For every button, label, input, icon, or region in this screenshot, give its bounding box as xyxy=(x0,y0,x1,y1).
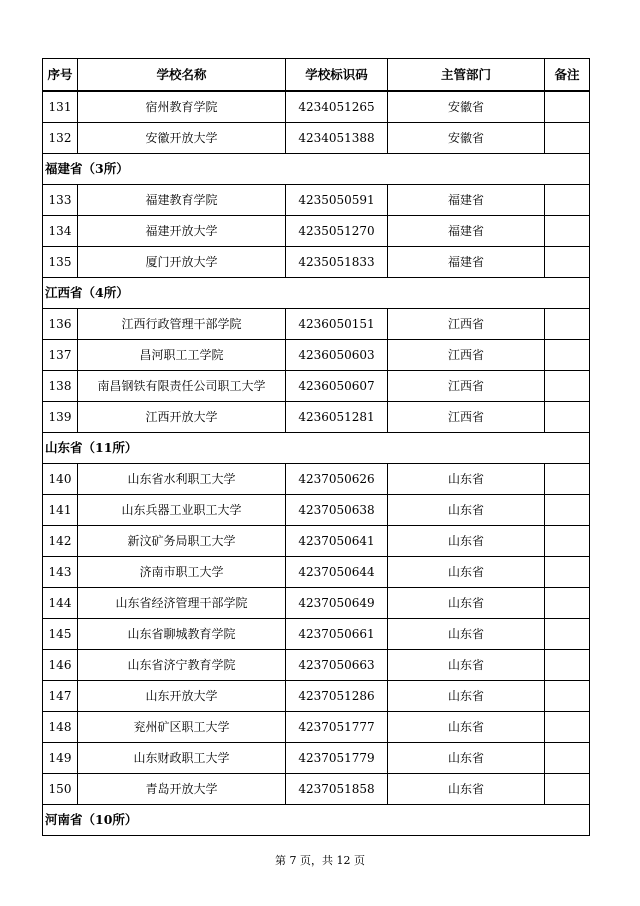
cell-department: 山东省 xyxy=(388,743,545,774)
cell-seq: 135 xyxy=(43,247,78,278)
table-row xyxy=(43,371,590,402)
cell-department: 安徽省 xyxy=(388,123,545,154)
cell-seq: 149 xyxy=(43,743,78,774)
header-department: 主管部门 xyxy=(388,59,545,92)
cell-note xyxy=(545,216,590,247)
school-table xyxy=(42,58,590,836)
cell-school-code: 4236050607 xyxy=(286,371,388,402)
cell-note xyxy=(545,247,590,278)
province-group-row xyxy=(43,278,590,309)
province-group-title: 河南省（10所） xyxy=(43,805,590,836)
cell-department: 山东省 xyxy=(388,774,545,805)
cell-school-code: 4237050663 xyxy=(286,650,388,681)
cell-note xyxy=(545,464,590,495)
table-body xyxy=(43,91,590,836)
table-row xyxy=(43,588,590,619)
cell-department: 福建省 xyxy=(388,247,545,278)
cell-seq: 141 xyxy=(43,495,78,526)
cell-note xyxy=(545,91,590,123)
cell-note xyxy=(545,402,590,433)
cell-seq: 132 xyxy=(43,123,78,154)
cell-school-name: 青岛开放大学 xyxy=(78,774,286,805)
cell-department: 山东省 xyxy=(388,495,545,526)
cell-school-code: 4237051779 xyxy=(286,743,388,774)
table-row xyxy=(43,619,590,650)
cell-school-name: 山东省聊城教育学院 xyxy=(78,619,286,650)
table-row xyxy=(43,774,590,805)
cell-note xyxy=(545,185,590,216)
cell-department: 江西省 xyxy=(388,371,545,402)
cell-department: 山东省 xyxy=(388,712,545,743)
cell-note xyxy=(545,371,590,402)
table-row xyxy=(43,216,590,247)
province-group-row xyxy=(43,154,590,185)
cell-seq: 147 xyxy=(43,681,78,712)
cell-school-code: 4237051777 xyxy=(286,712,388,743)
cell-note xyxy=(545,309,590,340)
cell-department: 江西省 xyxy=(388,340,545,371)
cell-school-code: 4236051281 xyxy=(286,402,388,433)
cell-seq: 145 xyxy=(43,619,78,650)
province-group-row xyxy=(43,433,590,464)
cell-school-name: 新汶矿务局职工大学 xyxy=(78,526,286,557)
cell-school-name: 江西开放大学 xyxy=(78,402,286,433)
cell-school-code: 4237051858 xyxy=(286,774,388,805)
cell-seq: 140 xyxy=(43,464,78,495)
cell-note xyxy=(545,712,590,743)
header-seq: 序号 xyxy=(43,59,78,92)
table-row xyxy=(43,464,590,495)
cell-seq: 139 xyxy=(43,402,78,433)
cell-department: 山东省 xyxy=(388,619,545,650)
cell-department: 福建省 xyxy=(388,216,545,247)
cell-school-name: 安徽开放大学 xyxy=(78,123,286,154)
cell-school-code: 4235051270 xyxy=(286,216,388,247)
cell-school-name: 福建教育学院 xyxy=(78,185,286,216)
cell-school-name: 山东省经济管理干部学院 xyxy=(78,588,286,619)
cell-note xyxy=(545,743,590,774)
cell-school-code: 4234051265 xyxy=(286,91,388,123)
cell-school-code: 4237051286 xyxy=(286,681,388,712)
cell-department: 江西省 xyxy=(388,309,545,340)
cell-school-name: 山东兵器工业职工大学 xyxy=(78,495,286,526)
cell-seq: 143 xyxy=(43,557,78,588)
table-row xyxy=(43,91,590,123)
cell-seq: 144 xyxy=(43,588,78,619)
cell-school-name: 宿州教育学院 xyxy=(78,91,286,123)
cell-seq: 131 xyxy=(43,91,78,123)
province-group-title: 福建省（3所） xyxy=(43,154,590,185)
header-school-name: 学校名称 xyxy=(78,59,286,92)
cell-school-name: 昌河职工工学院 xyxy=(78,340,286,371)
cell-school-code: 4235050591 xyxy=(286,185,388,216)
cell-school-name: 济南市职工大学 xyxy=(78,557,286,588)
cell-seq: 138 xyxy=(43,371,78,402)
cell-department: 山东省 xyxy=(388,557,545,588)
cell-seq: 134 xyxy=(43,216,78,247)
cell-seq: 148 xyxy=(43,712,78,743)
cell-school-code: 4237050626 xyxy=(286,464,388,495)
cell-seq: 146 xyxy=(43,650,78,681)
cell-school-code: 4236050151 xyxy=(286,309,388,340)
cell-school-code: 4237050661 xyxy=(286,619,388,650)
table-row xyxy=(43,247,590,278)
cell-department: 福建省 xyxy=(388,185,545,216)
table-row xyxy=(43,495,590,526)
table-header-row xyxy=(43,59,590,92)
table-row xyxy=(43,712,590,743)
table-row xyxy=(43,185,590,216)
cell-school-name: 江西行政管理干部学院 xyxy=(78,309,286,340)
cell-note xyxy=(545,588,590,619)
cell-school-code: 4234051388 xyxy=(286,123,388,154)
cell-school-code: 4237050638 xyxy=(286,495,388,526)
cell-note xyxy=(545,650,590,681)
header-note: 备注 xyxy=(545,59,590,92)
cell-seq: 137 xyxy=(43,340,78,371)
table-row xyxy=(43,402,590,433)
cell-note xyxy=(545,774,590,805)
page-footer: 第 7 页，共 12 页 xyxy=(275,854,365,867)
cell-seq: 150 xyxy=(43,774,78,805)
province-group-title: 江西省（4所） xyxy=(43,278,590,309)
cell-seq: 133 xyxy=(43,185,78,216)
cell-school-name: 福建开放大学 xyxy=(78,216,286,247)
cell-school-code: 4237050649 xyxy=(286,588,388,619)
table-row xyxy=(43,743,590,774)
cell-school-name: 山东开放大学 xyxy=(78,681,286,712)
cell-department: 山东省 xyxy=(388,588,545,619)
table-row xyxy=(43,340,590,371)
cell-note xyxy=(545,681,590,712)
cell-note xyxy=(545,495,590,526)
cell-school-name: 山东财政职工大学 xyxy=(78,743,286,774)
cell-department: 山东省 xyxy=(388,681,545,712)
table-row xyxy=(43,681,590,712)
table-row xyxy=(43,123,590,154)
cell-seq: 136 xyxy=(43,309,78,340)
cell-school-name: 厦门开放大学 xyxy=(78,247,286,278)
cell-school-name: 山东省水利职工大学 xyxy=(78,464,286,495)
cell-department: 山东省 xyxy=(388,464,545,495)
cell-department: 山东省 xyxy=(388,526,545,557)
header-school-code: 学校标识码 xyxy=(286,59,388,92)
cell-school-name: 南昌钢铁有限责任公司职工大学 xyxy=(78,371,286,402)
cell-seq: 142 xyxy=(43,526,78,557)
cell-note xyxy=(545,123,590,154)
cell-note xyxy=(545,526,590,557)
cell-school-code: 4236050603 xyxy=(286,340,388,371)
table-row xyxy=(43,526,590,557)
school-list-sheet xyxy=(42,58,589,836)
cell-school-code: 4237050641 xyxy=(286,526,388,557)
table-row xyxy=(43,557,590,588)
cell-department: 安徽省 xyxy=(388,91,545,123)
cell-note xyxy=(545,619,590,650)
cell-department: 江西省 xyxy=(388,402,545,433)
cell-school-code: 4235051833 xyxy=(286,247,388,278)
table-row xyxy=(43,650,590,681)
cell-school-code: 4237050644 xyxy=(286,557,388,588)
province-group-row xyxy=(43,805,590,836)
cell-note xyxy=(545,340,590,371)
cell-school-name: 山东省济宁教育学院 xyxy=(78,650,286,681)
cell-school-name: 兖州矿区职工大学 xyxy=(78,712,286,743)
cell-note xyxy=(545,557,590,588)
cell-department: 山东省 xyxy=(388,650,545,681)
province-group-title: 山东省（11所） xyxy=(43,433,590,464)
table-row xyxy=(43,309,590,340)
